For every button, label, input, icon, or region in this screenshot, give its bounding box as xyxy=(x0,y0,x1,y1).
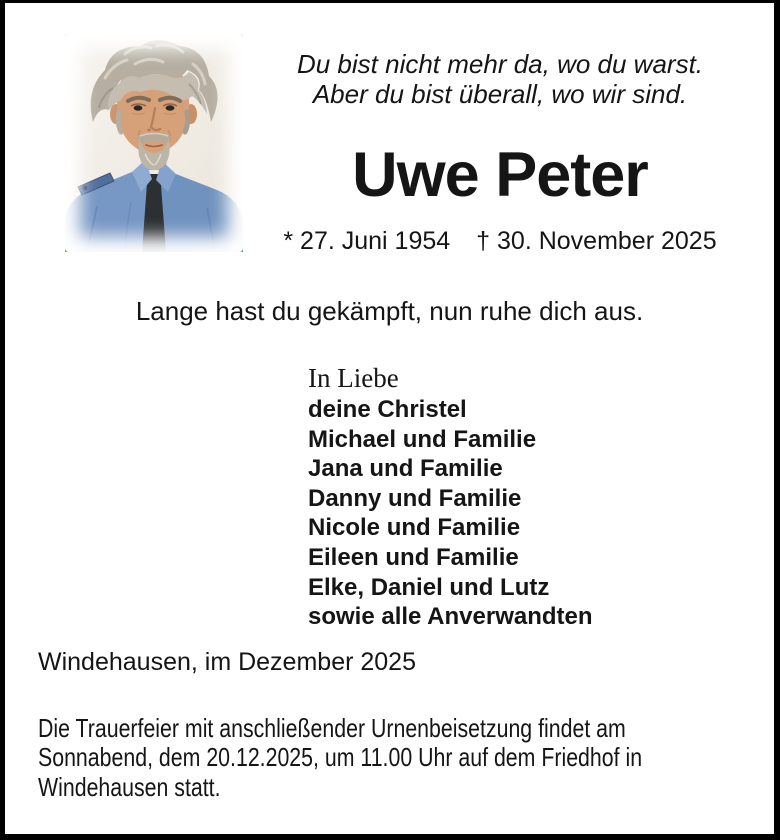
closing-salutation: In Liebe xyxy=(308,363,399,393)
quote-line: Du bist nicht mehr da, wo du warst. xyxy=(296,49,704,79)
life-dates xyxy=(250,227,750,256)
mourner-line: Eileen und Familie xyxy=(308,543,519,571)
mourners-block xyxy=(308,362,593,632)
death-date: † 30. November 2025 xyxy=(476,227,717,255)
mourner-line: Nicole und Familie xyxy=(308,514,521,542)
funeral-info-line: Die Trauerfeier mit anschließender Urnenbeisetzung findet am xyxy=(38,713,626,743)
memorial-quote xyxy=(250,49,750,109)
funeral-info-line: Windehausen statt. xyxy=(38,771,221,802)
mourner-line: Danny und Familie xyxy=(308,484,522,512)
funeral-info-line: Sonnabend, dem 20.12.2025, um 11.00 Uhr auf dem Friedhof in xyxy=(38,742,643,773)
mourner-line: Elke, Daniel und Lutz xyxy=(308,573,550,601)
portrait-photo xyxy=(65,34,243,252)
birth-date: * 27. Juni 1954 xyxy=(283,227,451,255)
mourners-list xyxy=(308,395,593,632)
funeral-info xyxy=(38,714,743,802)
mourner-line: sowie alle Anverwandten xyxy=(308,603,593,631)
quote-line: Aber du bist überall, wo wir sind. xyxy=(312,79,688,109)
mourner-line: deine Christel xyxy=(308,396,467,423)
deceased-name: Uwe Peter xyxy=(352,140,648,210)
portrait-illustration xyxy=(65,34,243,252)
place-date-line: Windehausen, im Dezember 2025 xyxy=(38,648,416,676)
mourner-line: Jana und Familie xyxy=(308,455,503,483)
mourner-line: Michael und Familie xyxy=(308,425,537,453)
farewell-line: Lange hast du gekämpft, nun ruhe dich aus. xyxy=(135,296,644,326)
